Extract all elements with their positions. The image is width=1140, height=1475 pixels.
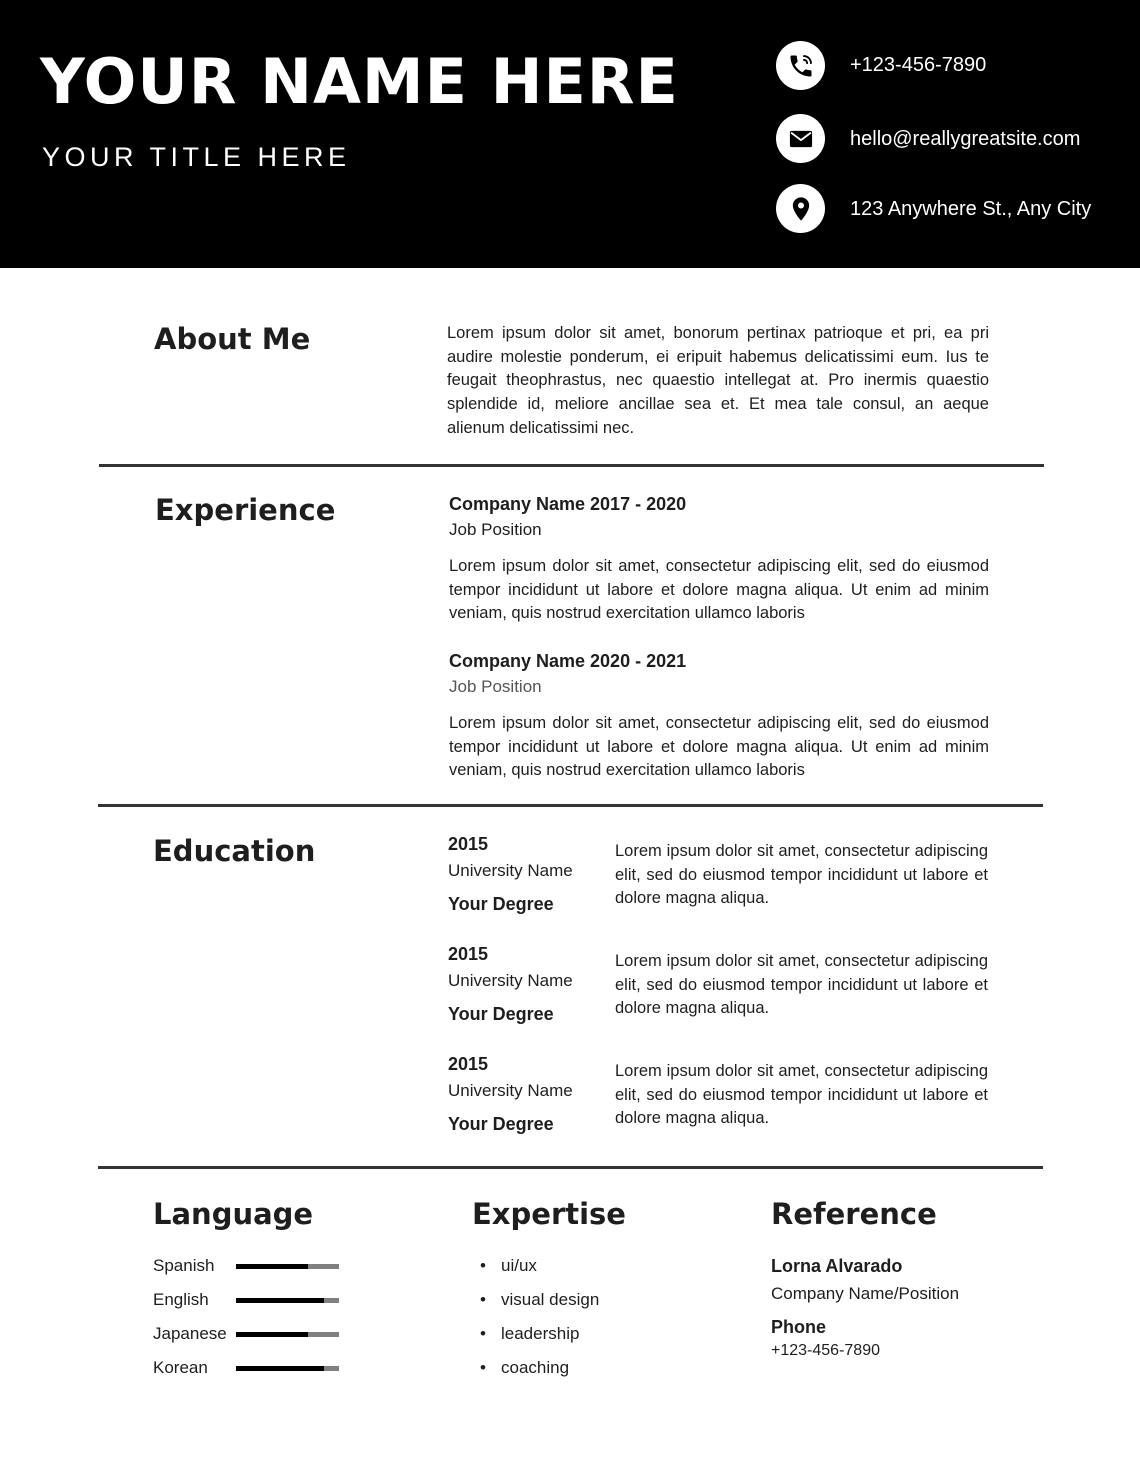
expertise-label: coaching [501,1358,570,1377]
language-name: Korean [153,1358,208,1377]
language-level-bar [236,1264,339,1269]
experience-company: Company Name 2017 - 2020 [449,494,687,514]
education-description: Lorem ipsum dolor sit amet, consectetur adipiscing elit, sed do eiusmod tempor incididunt ut labore et dolore magna aliqua. [615,1062,988,1128]
about-heading: About Me [154,322,311,356]
language-item [153,1288,353,1312]
language-item [153,1254,353,1278]
education-degree: Your Degree [448,1114,554,1134]
expertise-label: visual design [501,1290,600,1309]
expertise-item [480,1288,599,1312]
experience-description: Lorem ipsum dolor sit amet, consectetur adipiscing elit, sed do eiusmod tempor incididunt ut labore et dolore magna aliqua. Ut enim ad minim veniam, quis nostrud exercitation ullamco laboris [449,557,989,623]
resume-title: YOUR TITLE HERE [42,142,351,172]
experience-position: Job Position [449,677,542,696]
section-divider [98,1166,1043,1169]
education-year: 2015 [448,834,489,854]
bullet-icon: • [480,1324,486,1343]
section-divider [98,804,1043,807]
education-university: University Name [448,861,573,880]
experience-company: Company Name 2020 - 2021 [449,651,687,671]
language-level-bar [236,1332,339,1337]
language-level-bar [236,1298,339,1303]
expertise-label: ui/ux [501,1256,537,1275]
experience-position: Job Position [449,520,542,539]
language-level-fill [236,1298,324,1303]
education-heading: Education [153,834,316,868]
resume-name: YOUR NAME HERE [40,45,679,118]
expertise-item [480,1356,569,1380]
contact-email: hello@reallygreatsite.com [850,128,1081,150]
education-description: Lorem ipsum dolor sit amet, consectetur adipiscing elit, sed do eiusmod tempor incididunt ut labore et dolore magna aliqua. [615,952,988,1018]
resume-header [0,0,1140,268]
education-degree: Your Degree [448,1004,554,1024]
language-level-bar [236,1366,339,1371]
contact-phone: +123-456-7890 [850,54,987,76]
experience-heading: Experience [155,493,336,527]
education-description: Lorem ipsum dolor sit amet, consectetur adipiscing elit, sed do eiusmod tempor incididunt ut labore et dolore magna aliqua. [615,842,988,908]
reference-heading: Reference [771,1197,937,1231]
language-name: Spanish [153,1256,215,1275]
location-pin-icon [776,184,825,233]
reference-phone: +123-456-7890 [771,1342,880,1359]
reference-name: Lorna Alvarado [771,1256,903,1276]
expertise-heading: Expertise [472,1197,626,1231]
contact-address: 123 Anywhere St., Any City [850,198,1092,220]
language-name: Japanese [153,1324,227,1343]
expertise-item [480,1322,579,1346]
bullet-icon: • [480,1256,486,1275]
reference-company: Company Name/Position [771,1284,960,1303]
reference-phone-label: Phone [771,1317,827,1337]
education-university: University Name [448,1081,573,1100]
language-heading: Language [153,1197,314,1231]
expertise-item [480,1254,537,1278]
about-text: Lorem ipsum dolor sit amet, bonorum pertinax patrioque et pri, ea pri audire molestie ponderum, ei eripuit habemus delicatissimi eum. Ius te feugait theophrastus, nec quaestio intellegat at. Pro inermis quaestio splendide id, meliore ancillae sea et. Et mea tale consul, an aeque alienum delicatissimi nec. [447,324,989,437]
education-year: 2015 [448,1054,489,1074]
language-level-fill [236,1366,324,1371]
email-icon [776,114,825,163]
bullet-icon: • [480,1290,486,1309]
language-item [153,1322,353,1346]
expertise-label: leadership [501,1324,580,1343]
education-university: University Name [448,971,573,990]
experience-description: Lorem ipsum dolor sit amet, consectetur adipiscing elit, sed do eiusmod tempor incididunt ut labore et dolore magna aliqua. Ut enim ad minim veniam, quis nostrud exercitation ullamco laboris [449,714,989,780]
education-year: 2015 [448,944,489,964]
language-item [153,1356,353,1380]
language-level-fill [236,1264,308,1269]
language-level-fill [236,1332,308,1337]
phone-icon [776,41,825,90]
section-divider [99,464,1044,467]
education-degree: Your Degree [448,894,554,914]
language-name: English [153,1290,209,1309]
bullet-icon: • [480,1358,486,1377]
